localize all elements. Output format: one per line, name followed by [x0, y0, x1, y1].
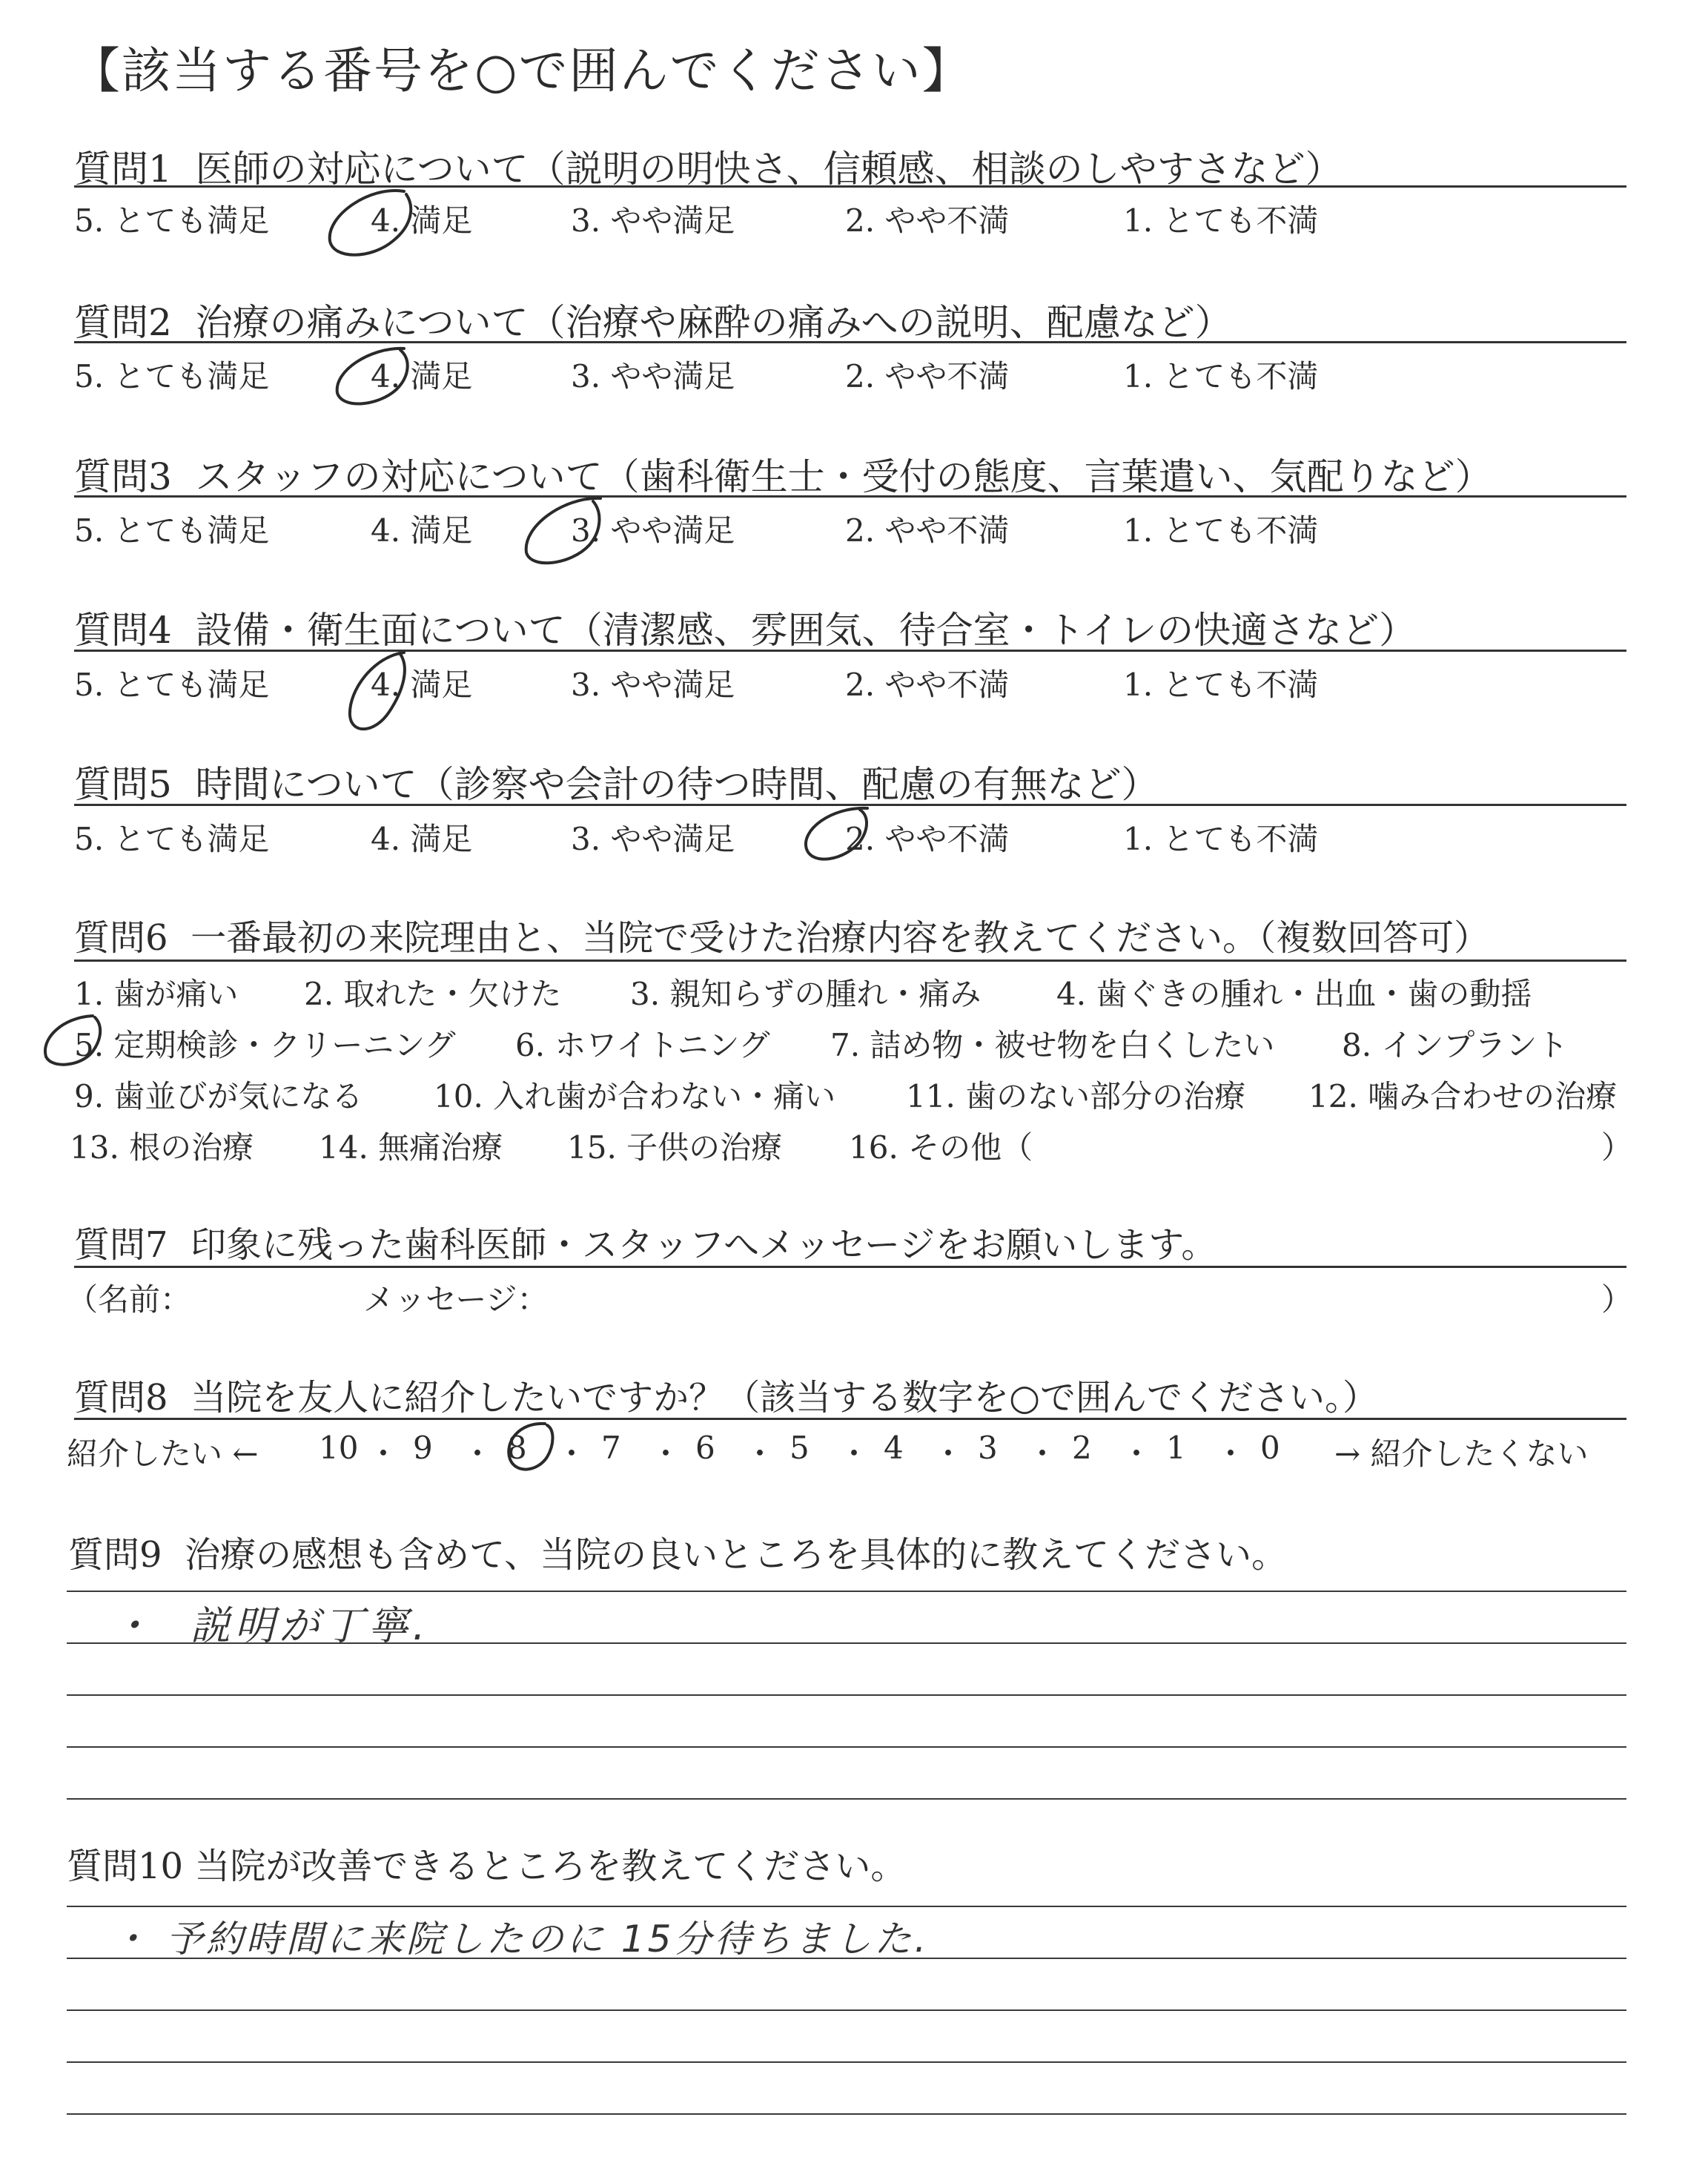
q2-option-5[interactable]: 5. とても満足	[74, 358, 270, 394]
q6-option-3[interactable]: 3. 親知らずの腫れ・痛み	[630, 976, 982, 1012]
q6-option-15[interactable]: 15. 子供の治療	[567, 1129, 783, 1166]
question-10-label: 質問10	[67, 1846, 184, 1887]
question-8-heading	[74, 1369, 1378, 1420]
q6-option-7[interactable]: 7. 詰め物・被せ物を白くしたい	[830, 1027, 1275, 1063]
question-5-rule	[74, 804, 1626, 806]
question-8-rule	[74, 1418, 1626, 1420]
q10-answer-text: 予約時間に来院したのに 15分待ちました.	[165, 1918, 930, 1961]
q8-scale-9[interactable]: 9	[413, 1430, 433, 1466]
question-3-label: 質問3	[74, 455, 172, 498]
q7-close-paren: ）	[1601, 1281, 1633, 1318]
q8-scale-2[interactable]: 2	[1072, 1430, 1092, 1466]
q6-option-10[interactable]: 10. 入れ歯が合わない・痛い	[434, 1078, 836, 1114]
q8-scale-separator: ・	[933, 1436, 964, 1472]
q1-option-2[interactable]: 2. やや不満	[845, 202, 1010, 239]
question-10-text: 当院が改善できるところを教えてください。	[194, 1846, 907, 1887]
q4-option-5[interactable]: 5. とても満足	[74, 667, 270, 703]
q10-line-3	[67, 2009, 1626, 2011]
q3-option-2[interactable]: 2. やや不満	[845, 512, 1010, 549]
q9-answer-text: 説明が丁寧.	[190, 1602, 430, 1649]
q6-option-11[interactable]: 11. 歯のない部分の治療	[906, 1078, 1246, 1114]
question-2-text: 治療の痛みについて（治療や麻酔の痛みへの説明、配慮など）	[195, 301, 1232, 344]
q2-option-3[interactable]: 3. やや満足	[571, 358, 735, 394]
q5-option-3[interactable]: 3. やや満足	[571, 821, 735, 857]
q8-scale-separator: ・	[462, 1436, 494, 1472]
q8-scale-separator: ・	[556, 1436, 588, 1472]
q3-option-1[interactable]: 1. とても不満	[1123, 512, 1319, 549]
question-6-heading	[74, 909, 1489, 960]
q1-option-4[interactable]: 4. 満足	[371, 202, 473, 239]
q5-option-1[interactable]: 1. とても不満	[1123, 821, 1319, 857]
question-2-label: 質問2	[74, 301, 172, 344]
q1-option-5[interactable]: 5. とても満足	[74, 202, 270, 239]
q6-option-14[interactable]: 14. 無痛治療	[319, 1129, 503, 1166]
q8-scale-separator: ・	[368, 1436, 400, 1472]
q10-line-4	[67, 2061, 1626, 2063]
q6-option-16[interactable]: 16. その他（	[849, 1129, 1033, 1166]
q1-option-3[interactable]: 3. やや満足	[571, 202, 735, 239]
q5-option-5[interactable]: 5. とても満足	[74, 821, 270, 857]
q8-scale-6[interactable]: 6	[695, 1430, 715, 1466]
q5-option-2[interactable]: 2. やや不満	[845, 821, 1010, 857]
question-4-rule	[74, 650, 1626, 652]
q8-left-label: 紹介したい ←	[67, 1436, 259, 1472]
question-2-rule	[74, 341, 1626, 343]
q10-handwritten-answer[interactable]: ・ 予約時間に来院したのに 15分待ちました.	[111, 1918, 930, 1961]
q8-scale-separator: ・	[1215, 1436, 1247, 1472]
page-title: 【該当する番号を○で囲んでください】	[71, 42, 973, 99]
question-7-label: 質問7	[74, 1224, 168, 1266]
question-4-label: 質問4	[74, 609, 172, 652]
q5-option-4[interactable]: 4. 満足	[371, 821, 473, 857]
q4-option-2[interactable]: 2. やや不満	[845, 667, 1010, 703]
question-6-text: 一番最初の来院理由と、当院で受けた治療内容を教えてください。（複数回答可）	[191, 917, 1490, 959]
q8-scale-5[interactable]: 5	[790, 1430, 810, 1466]
question-4-text: 設備・衛生面について（清潔感、雰囲気、待合室・トイレの快適さなど）	[195, 609, 1417, 652]
q8-scale-1[interactable]: 1	[1166, 1430, 1186, 1466]
question-5-label: 質問5	[74, 763, 172, 806]
question-10-heading	[67, 1837, 906, 1889]
question-4-heading	[74, 601, 1416, 654]
q8-scale-0[interactable]: 0	[1260, 1430, 1280, 1466]
q10-line-1	[67, 1906, 1626, 1907]
question-3-text: スタッフの対応について（歯科衛生士・受付の態度、言葉遣い、気配りなど）	[195, 455, 1492, 498]
q9-line-3	[67, 1694, 1626, 1696]
question-9-text: 治療の感想も含めて、当院の良いところを具体的に教えてください。	[185, 1534, 1288, 1576]
q8-scale-separator: ・	[744, 1436, 776, 1472]
q8-scale-separator: ・	[838, 1436, 870, 1472]
q2-option-2[interactable]: 2. やや不満	[845, 358, 1010, 394]
q6-option-2[interactable]: 2. 取れた・欠けた	[304, 976, 562, 1012]
question-9-heading	[68, 1526, 1287, 1577]
q6-option-9[interactable]: 9. 歯並びが気になる	[74, 1078, 363, 1114]
question-3-rule	[74, 495, 1626, 498]
q10-line-5	[67, 2113, 1626, 2115]
q6-option-8[interactable]: 8. インプラント	[1342, 1027, 1569, 1063]
question-8-text: 当院を友人に紹介したいですか？（該当する数字を○で囲んでください。）	[191, 1377, 1378, 1418]
question-3-heading	[74, 447, 1492, 501]
q1-option-1[interactable]: 1. とても不満	[1123, 202, 1319, 239]
q9-line-1	[67, 1591, 1626, 1592]
q4-option-1[interactable]: 1. とても不満	[1123, 667, 1319, 703]
q2-option-4[interactable]: 4. 満足	[371, 358, 473, 394]
question-6-rule	[74, 960, 1626, 962]
q3-option-4[interactable]: 4. 満足	[371, 512, 473, 549]
q4-option-4[interactable]: 4. 満足	[371, 667, 473, 703]
q6-option-6[interactable]: 6. ホワイトニング	[515, 1027, 770, 1063]
q3-option-5[interactable]: 5. とても満足	[74, 512, 270, 549]
q8-scale-3[interactable]: 3	[978, 1430, 998, 1466]
q6-option-1[interactable]: 1. 歯が痛い	[74, 976, 239, 1012]
q2-option-1[interactable]: 1. とても不満	[1123, 358, 1319, 394]
question-8-label: 質問8	[74, 1377, 168, 1418]
question-1-text: 医師の対応について（説明の明快さ、信頼感、相談のしやすさなど）	[195, 148, 1343, 191]
q6-other-close-paren: ）	[1601, 1129, 1633, 1166]
question-5-heading	[74, 755, 1159, 808]
q8-scale-4[interactable]: 4	[884, 1430, 904, 1466]
q8-scale-separator: ・	[650, 1436, 682, 1472]
question-1-label: 質問1	[74, 148, 172, 191]
question-2-heading	[74, 293, 1232, 346]
q9-handwritten-answer[interactable]: ・ 説明が丁寧.	[111, 1602, 430, 1649]
question-1-rule	[74, 185, 1626, 188]
question-7-rule	[74, 1266, 1626, 1268]
q8-scale-10[interactable]: 10	[319, 1430, 359, 1466]
q9-line-5	[67, 1798, 1626, 1800]
question-7-text: 印象に残った歯科医師・スタッフへメッセージをお願いします。	[191, 1224, 1217, 1266]
q6-option-12[interactable]: 12. 噛み合わせの治療	[1308, 1078, 1618, 1114]
q6-option-13[interactable]: 13. 根の治療	[70, 1129, 254, 1166]
question-7-heading	[74, 1216, 1217, 1267]
q6-option-4[interactable]: 4. 歯ぐきの腫れ・出血・歯の動揺	[1056, 976, 1532, 1012]
q8-scale-7[interactable]: 7	[601, 1430, 621, 1466]
q7-name-label: （名前：	[67, 1281, 192, 1318]
q9-line-4	[67, 1746, 1626, 1748]
q7-message-label: メッセージ：	[363, 1281, 549, 1318]
q8-scale-separator: ・	[1121, 1436, 1153, 1472]
question-5-text: 時間について（診察や会計の待つ時間、配慮の有無など）	[195, 763, 1159, 806]
q6-option-5[interactable]: 5. 定期検診・クリーニング	[74, 1027, 456, 1063]
q8-scale-separator: ・	[1027, 1436, 1059, 1472]
question-6-label: 質問6	[74, 917, 168, 959]
q4-option-3[interactable]: 3. やや満足	[571, 667, 735, 703]
question-9-label: 質問9	[68, 1534, 162, 1576]
q3-option-3[interactable]: 3. やや満足	[571, 512, 735, 549]
q8-right-label: → 紹介したくない	[1334, 1436, 1589, 1472]
q8-scale-8[interactable]: 8	[507, 1430, 527, 1466]
